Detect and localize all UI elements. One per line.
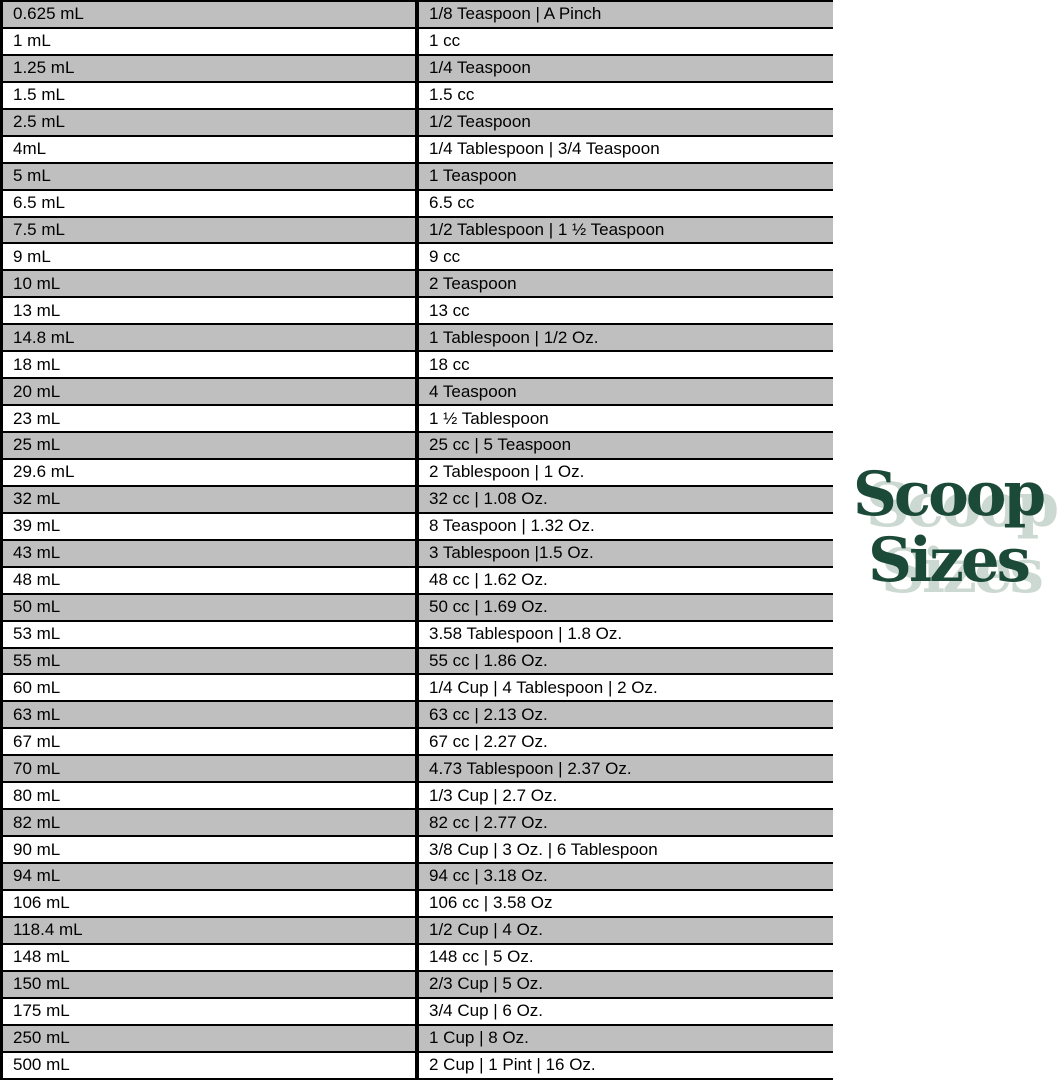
- ml-cell: 25 mL: [3, 433, 419, 458]
- ml-cell: 70 mL: [3, 756, 419, 781]
- table-row: [3, 675, 833, 702]
- table-row: [3, 891, 833, 918]
- conversion-cell: 67 cc | 2.27 Oz.: [429, 731, 548, 751]
- ml-cell: 175 mL: [3, 999, 419, 1024]
- conversion-cell: 1 cc: [429, 31, 461, 51]
- table-row: [3, 622, 833, 649]
- conversion-cell: 63 cc | 2.13 Oz.: [429, 704, 548, 724]
- ml-cell: 5 mL: [3, 164, 419, 189]
- ml-cell: 50 mL: [3, 595, 419, 620]
- ml-cell: 148 mL: [3, 945, 419, 970]
- ml-cell: 14.8 mL: [3, 325, 419, 350]
- table-row: [3, 164, 833, 191]
- ml-cell: 10 mL: [3, 271, 419, 296]
- table-row: [3, 406, 833, 433]
- conversion-cell: 2 Teaspoon: [429, 273, 517, 293]
- conversion-cell: 1 Tablespoon | 1/2 Oz.: [429, 327, 599, 347]
- ml-cell: 67 mL: [3, 729, 419, 754]
- ml-cell: 29.6 mL: [3, 460, 419, 485]
- scoop-sizes-logo: [833, 459, 1063, 596]
- table-row: [3, 433, 833, 460]
- conversion-cell: 25 cc | 5 Teaspoon: [429, 435, 572, 455]
- table-row: [3, 56, 833, 83]
- table-row: [3, 702, 833, 729]
- conversion-cell: 2 Cup | 1 Pint | 16 Oz.: [429, 1055, 596, 1075]
- ml-cell: 500 mL: [3, 1053, 419, 1078]
- conversion-cell: 4.73 Tablespoon | 2.37 Oz.: [429, 758, 632, 778]
- ml-cell: 150 mL: [3, 972, 419, 997]
- ml-cell: 39 mL: [3, 514, 419, 539]
- conversion-cell: 55 cc | 1.86 Oz.: [429, 650, 548, 670]
- ml-cell: 4mL: [3, 137, 419, 162]
- ml-cell: 9 mL: [3, 244, 419, 269]
- conversion-cell: 8 Teaspoon | 1.32 Oz.: [429, 516, 595, 536]
- table-row: [3, 83, 833, 110]
- ml-cell: 43 mL: [3, 541, 419, 566]
- table-row: [3, 460, 833, 487]
- conversion-cell: 82 cc | 2.77 Oz.: [429, 812, 548, 832]
- conversion-cell: 2 Tablespoon | 1 Oz.: [429, 462, 585, 482]
- conversion-cell: 2/3 Cup | 5 Oz.: [429, 974, 544, 994]
- table-row: [3, 649, 833, 676]
- table-row: [3, 218, 833, 245]
- ml-cell: 60 mL: [3, 675, 419, 700]
- table-row: [3, 783, 833, 810]
- conversion-cell: 3/8 Cup | 3 Oz. | 6 Tablespoon: [429, 839, 658, 859]
- conversion-cell: 1.5 cc: [429, 85, 475, 105]
- table-row: [3, 191, 833, 218]
- ml-cell: 7.5 mL: [3, 218, 419, 243]
- table-row: [3, 514, 833, 541]
- logo-line-2: Sizes: [867, 525, 1029, 596]
- table-row: [3, 1026, 833, 1053]
- conversion-cell: 3 Tablespoon |1.5 Oz.: [429, 543, 594, 563]
- ml-cell: 1.5 mL: [3, 83, 419, 108]
- table-row: [3, 729, 833, 756]
- table-row: [3, 298, 833, 325]
- table-row: [3, 137, 833, 164]
- conversion-cell: 1 ½ Tablespoon: [429, 408, 549, 428]
- ml-cell: 55 mL: [3, 649, 419, 674]
- table-row: [3, 271, 833, 298]
- ml-cell: 32 mL: [3, 487, 419, 512]
- conversion-cell: 48 cc | 1.62 Oz.: [429, 570, 548, 590]
- ml-cell: 23 mL: [3, 406, 419, 431]
- table-row: [3, 2, 833, 29]
- ml-cell: 106 mL: [3, 891, 419, 916]
- ml-cell: 82 mL: [3, 810, 419, 835]
- table-row: [3, 487, 833, 514]
- table-row: [3, 541, 833, 568]
- table-row: [3, 999, 833, 1026]
- table-row: [3, 568, 833, 595]
- ml-cell: 118.4 mL: [3, 918, 419, 943]
- conversion-cell: 148 cc | 5 Oz.: [429, 947, 534, 967]
- ml-cell: 94 mL: [3, 864, 419, 889]
- table-row: [3, 1053, 833, 1080]
- ml-cell: 48 mL: [3, 568, 419, 593]
- ml-cell: 0.625 mL: [3, 2, 419, 27]
- table-row: [3, 244, 833, 271]
- conversion-cell: 9 cc: [429, 246, 461, 266]
- table-row: [3, 29, 833, 56]
- conversion-cell: 3/4 Cup | 6 Oz.: [429, 1001, 544, 1021]
- conversion-cell: 1/2 Tablespoon | 1 ½ Teaspoon: [429, 219, 665, 239]
- ml-cell: 1 mL: [3, 29, 419, 54]
- ml-cell: 2.5 mL: [3, 110, 419, 135]
- conversion-cell: 1 Teaspoon: [429, 166, 517, 186]
- table-row: [3, 837, 833, 864]
- table-row: [3, 595, 833, 622]
- ml-cell: 20 mL: [3, 379, 419, 404]
- ml-cell: 53 mL: [3, 622, 419, 647]
- conversion-cell: 1/4 Cup | 4 Tablespoon | 2 Oz.: [429, 677, 658, 697]
- conversion-cell: 1 Cup | 8 Oz.: [429, 1028, 529, 1048]
- ml-cell: 18 mL: [3, 352, 419, 377]
- conversion-cell: 1/4 Teaspoon: [429, 58, 531, 78]
- ml-cell: 63 mL: [3, 702, 419, 727]
- conversion-cell: 32 cc | 1.08 Oz.: [429, 489, 548, 509]
- ml-cell: 6.5 mL: [3, 191, 419, 216]
- conversion-cell: 50 cc | 1.69 Oz.: [429, 597, 548, 617]
- conversion-cell: 1/8 Teaspoon | A Pinch: [429, 4, 602, 24]
- table-row: [3, 972, 833, 999]
- table-row: [3, 945, 833, 972]
- table-row: [3, 918, 833, 945]
- conversion-cell: 106 cc | 3.58 Oz: [429, 893, 553, 913]
- ml-cell: 250 mL: [3, 1026, 419, 1051]
- table-row: [3, 810, 833, 837]
- conversion-cell: 1/4 Tablespoon | 3/4 Teaspoon: [429, 139, 660, 159]
- logo-line-1: Scoop: [852, 459, 1044, 530]
- table-row: [3, 756, 833, 783]
- table-row: [3, 864, 833, 891]
- table-row: [3, 110, 833, 137]
- conversion-cell: 3.58 Tablespoon | 1.8 Oz.: [429, 624, 623, 644]
- ml-cell: 13 mL: [3, 298, 419, 323]
- table-row: [3, 352, 833, 379]
- ml-cell: 90 mL: [3, 837, 419, 862]
- conversion-cell: 18 cc: [429, 354, 470, 374]
- conversion-cell: 1/3 Cup | 2.7 Oz.: [429, 785, 558, 805]
- conversion-cell: 94 cc | 3.18 Oz.: [429, 866, 548, 886]
- conversion-cell: 1/2 Cup | 4 Oz.: [429, 920, 544, 940]
- conversion-cell: 6.5 cc: [429, 193, 475, 213]
- ml-cell: 80 mL: [3, 783, 419, 808]
- table-row: [3, 325, 833, 352]
- conversion-cell: 13 cc: [429, 300, 470, 320]
- conversion-cell: 4 Teaspoon: [429, 381, 517, 401]
- table-row: [3, 379, 833, 406]
- ml-cell: 1.25 mL: [3, 56, 419, 81]
- conversion-cell: 1/2 Teaspoon: [429, 112, 531, 132]
